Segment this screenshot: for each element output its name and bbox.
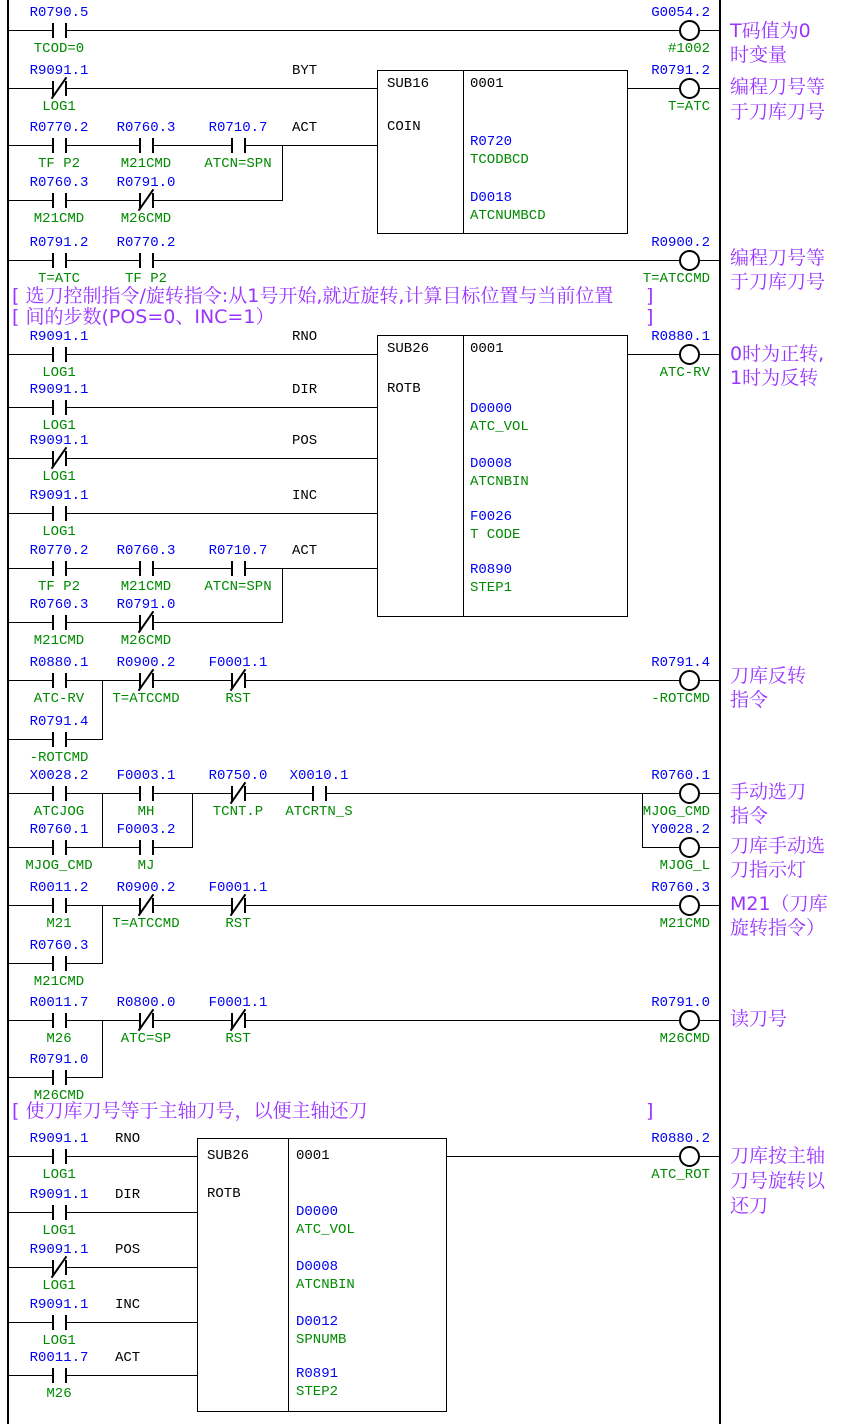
- symbol-label: M26CMD: [33, 1088, 85, 1104]
- block-divider: [463, 336, 464, 616]
- bracket-open: [: [12, 285, 26, 307]
- contact-nc[interactable]: [139, 193, 154, 208]
- contact-no[interactable]: [52, 506, 67, 521]
- coil-symbol: MJOG_CMD: [642, 804, 710, 820]
- bracket-open: [: [12, 306, 26, 328]
- coil[interactable]: [679, 250, 700, 271]
- block-param-address: D0012: [296, 1314, 339, 1330]
- address-label: R0791.0: [116, 175, 176, 191]
- contact-no[interactable]: [231, 561, 246, 576]
- address-label: X0010.1: [289, 768, 349, 784]
- coil-symbol: ATC-RV: [659, 365, 710, 381]
- block-param-symbol: TCODBCD: [470, 152, 529, 168]
- wire: [8, 905, 721, 906]
- coil[interactable]: [679, 1146, 700, 1167]
- wire: [282, 145, 283, 201]
- net-comment: 编程刀号等: [730, 247, 826, 269]
- net-comment: T码值为0: [730, 20, 811, 42]
- wire: [102, 793, 103, 848]
- net-comment: 还刀: [730, 1195, 769, 1217]
- block-param-address: D0008: [296, 1259, 339, 1275]
- address-label: R9091.1: [29, 488, 89, 504]
- address-label: R0791.0: [116, 597, 176, 613]
- contact-nc[interactable]: [231, 786, 246, 801]
- contact-no[interactable]: [52, 1205, 67, 1220]
- contact-nc[interactable]: [52, 1260, 67, 1275]
- block-param-symbol: SPNUMB: [296, 1332, 347, 1348]
- coil-address: R0791.0: [651, 995, 710, 1011]
- contact-no[interactable]: [52, 1368, 67, 1383]
- contact-no[interactable]: [52, 732, 67, 747]
- symbol-label: LOG1: [42, 1278, 76, 1294]
- contact-no[interactable]: [52, 1070, 67, 1085]
- bracket-close: ]: [646, 285, 654, 307]
- symbol-label: RST: [225, 691, 251, 707]
- address-label: R9091.1: [29, 1187, 89, 1203]
- block-param-address: D0008: [470, 456, 513, 472]
- bracket-close: ]: [646, 306, 654, 328]
- net-comment: 指令: [730, 805, 769, 827]
- block-param-symbol: ATCNBIN: [470, 474, 529, 490]
- wire: [642, 793, 643, 848]
- symbol-label: ATCJOG: [33, 804, 85, 820]
- net-comment: M21（刀库: [730, 893, 828, 915]
- contact-nc[interactable]: [52, 81, 67, 96]
- symbol-label: ATCN=SPN: [204, 579, 272, 595]
- rung-comment: [12, 285, 613, 308]
- address-label: R0760.3: [29, 175, 89, 191]
- block-input-label-act: ACT: [292, 543, 318, 559]
- address-label: R0880.1: [29, 655, 89, 671]
- contact-no[interactable]: [52, 138, 67, 153]
- symbol-label: RST: [225, 1031, 251, 1047]
- net-comment: 于刀库刀号: [730, 101, 826, 123]
- rung-comment: [12, 306, 274, 329]
- contact-nc[interactable]: [139, 673, 154, 688]
- block-input-label-pos: POS: [292, 433, 318, 449]
- address-label: F0001.1: [208, 880, 268, 896]
- symbol-label: ATC-RV: [33, 691, 85, 707]
- symbol-label: M21CMD: [120, 156, 172, 172]
- coil-address: R0900.2: [651, 235, 710, 251]
- contact-no[interactable]: [52, 840, 67, 855]
- symbol-label: M21CMD: [33, 211, 85, 227]
- symbol-label: M26CMD: [120, 633, 172, 649]
- coil-symbol: ATC_ROT: [651, 1167, 710, 1183]
- block-sub-number: SUB26: [387, 341, 430, 357]
- address-label: R0710.7: [208, 543, 268, 559]
- address-label: R0760.3: [116, 543, 176, 559]
- bracket-close: ]: [646, 1100, 654, 1122]
- net-comment: 刀指示灯: [730, 859, 807, 881]
- symbol-label: LOG1: [42, 1223, 76, 1239]
- address-label: R0791.2: [29, 235, 89, 251]
- address-label: R9091.1: [29, 1131, 89, 1147]
- contact-nc[interactable]: [231, 673, 246, 688]
- contact-no[interactable]: [52, 400, 67, 415]
- coil-address: R0791.2: [651, 63, 710, 79]
- contact-no[interactable]: [52, 673, 67, 688]
- block-name: COIN: [387, 119, 421, 135]
- symbol-label: M26: [46, 1031, 72, 1047]
- block-param: 0001: [296, 1148, 330, 1164]
- symbol-label: LOG1: [42, 469, 76, 485]
- block-input-label-act: ACT: [292, 120, 318, 136]
- contact-no[interactable]: [52, 615, 67, 630]
- address-label: R0900.2: [116, 880, 176, 896]
- bracket-open: [: [12, 1100, 26, 1122]
- address-label: R0760.1: [29, 822, 89, 838]
- symbol-label: LOG1: [42, 99, 76, 115]
- address-label: R9091.1: [29, 382, 89, 398]
- comment-text: 选刀控制指令/旋转指令:从1号开始,就近旋转,计算目标位置与当前位置: [25, 285, 614, 307]
- coil-address: R0880.2: [651, 1131, 710, 1147]
- net-comment: 编程刀号等: [730, 76, 826, 98]
- address-label: R9091.1: [29, 329, 89, 345]
- net-comment: 1时为反转: [730, 367, 819, 389]
- symbol-label: -ROTCMD: [29, 750, 89, 766]
- wire: [8, 30, 721, 31]
- coil[interactable]: [679, 78, 700, 99]
- address-label: R9091.1: [29, 63, 89, 79]
- address-label: R0791.4: [29, 714, 89, 730]
- contact-no[interactable]: [52, 193, 67, 208]
- address-label: F0001.1: [208, 655, 268, 671]
- coil-symbol: T=ATCCMD: [642, 271, 710, 287]
- coil[interactable]: [679, 783, 700, 804]
- coil-address: R0760.1: [651, 768, 710, 784]
- net-comment: 指令: [730, 689, 769, 711]
- rung-comment: [12, 1100, 367, 1123]
- block-param-address: R0891: [296, 1366, 339, 1382]
- address-label: R0760.3: [29, 938, 89, 954]
- symbol-label: T=ATC: [37, 271, 80, 287]
- symbol-label: T=ATCCMD: [112, 916, 180, 932]
- symbol-label: MJOG_CMD: [25, 858, 93, 874]
- symbol-label: ATCN=SPN: [204, 156, 272, 172]
- contact-no[interactable]: [52, 253, 67, 268]
- block-param-symbol: STEP1: [470, 580, 513, 596]
- contact-no[interactable]: [139, 138, 154, 153]
- coil-symbol: T=ATC: [667, 99, 710, 115]
- symbol-label: M21CMD: [33, 633, 85, 649]
- block-param-address: R0890: [470, 562, 513, 578]
- coil-address: R0760.3: [651, 880, 710, 896]
- address-label: F0001.1: [208, 995, 268, 1011]
- contact-no[interactable]: [52, 1149, 67, 1164]
- net-comment: 刀库按主轴: [730, 1145, 826, 1167]
- block-param-symbol: ATCNBIN: [296, 1277, 355, 1293]
- block-input-label-pos: POS: [115, 1242, 141, 1258]
- address-label: R0750.0: [208, 768, 268, 784]
- block-param-symbol: ATC_VOL: [470, 419, 529, 435]
- contact-nc[interactable]: [139, 1013, 154, 1028]
- address-label: R0790.5: [29, 5, 89, 21]
- block-param: 0001: [470, 341, 504, 357]
- symbol-label: RST: [225, 916, 251, 932]
- address-label: R0791.0: [29, 1052, 89, 1068]
- block-param-address: R0720: [470, 134, 513, 150]
- block-param-symbol: ATC_VOL: [296, 1222, 355, 1238]
- contact-no[interactable]: [52, 1013, 67, 1028]
- contact-no[interactable]: [139, 786, 154, 801]
- block-divider: [463, 71, 464, 233]
- wire: [8, 1020, 721, 1021]
- address-label: R0710.7: [208, 120, 268, 136]
- wire: [8, 260, 721, 261]
- block-param-address: F0026: [470, 509, 513, 525]
- symbol-label: LOG1: [42, 365, 76, 381]
- block-sub-number: SUB26: [207, 1148, 250, 1164]
- block-param-address: D0000: [296, 1204, 339, 1220]
- block-input-label-dir: DIR: [115, 1187, 141, 1203]
- coil-address: Y0028.2: [651, 822, 710, 838]
- block-input-label-act: ACT: [115, 1350, 141, 1366]
- block-sub-number: SUB16: [387, 76, 430, 92]
- contact-no[interactable]: [52, 956, 67, 971]
- wire: [8, 1267, 198, 1268]
- contact-nc[interactable]: [231, 1013, 246, 1028]
- net-comment: 手动选刀: [730, 781, 807, 803]
- net-comment: 时变量: [730, 44, 788, 66]
- wire: [282, 568, 283, 623]
- contact-no[interactable]: [139, 840, 154, 855]
- net-comment: 读刀号: [730, 1008, 788, 1030]
- wire: [102, 905, 103, 964]
- address-label: X0028.2: [29, 768, 89, 784]
- block-input-label-inc: INC: [115, 1297, 141, 1313]
- address-label: R0011.7: [29, 1350, 89, 1366]
- contact-nc[interactable]: [139, 898, 154, 913]
- block-name: ROTB: [207, 1186, 241, 1202]
- contact-no[interactable]: [52, 786, 67, 801]
- right-power-rail: [719, 0, 721, 1424]
- symbol-label: ATC=SP: [120, 1031, 172, 1047]
- address-label: R9091.1: [29, 1242, 89, 1258]
- symbol-label: MH: [137, 804, 155, 820]
- address-label: R0900.2: [116, 655, 176, 671]
- contact-no[interactable]: [312, 786, 327, 801]
- contact-nc[interactable]: [52, 451, 67, 466]
- block-input-label-rno: RNO: [115, 1131, 141, 1147]
- block-param: 0001: [470, 76, 504, 92]
- address-label: R0770.2: [29, 543, 89, 559]
- contact-no[interactable]: [52, 1315, 67, 1330]
- symbol-label: LOG1: [42, 1167, 76, 1183]
- coil[interactable]: [679, 837, 700, 858]
- address-label: R0770.2: [116, 235, 176, 251]
- wire: [8, 1375, 198, 1376]
- wire: [8, 680, 721, 681]
- symbol-label: LOG1: [42, 418, 76, 434]
- symbol-label: TF P2: [124, 271, 167, 287]
- comment-text: 间的步数(POS=0、INC=1）: [25, 306, 275, 328]
- contact-no[interactable]: [52, 23, 67, 38]
- block-param-address: D0018: [470, 190, 513, 206]
- symbol-label: TCNT.P: [212, 804, 264, 820]
- coil[interactable]: [679, 895, 700, 916]
- block-input-label-dir: DIR: [292, 382, 318, 398]
- symbol-label: LOG1: [42, 1333, 76, 1349]
- wire: [8, 847, 193, 848]
- block-param-symbol: ATCNUMBCD: [470, 208, 546, 224]
- net-comment: 刀号旋转以: [730, 1170, 826, 1192]
- net-comment: 旋转指令）: [730, 917, 826, 939]
- block-name: ROTB: [387, 381, 421, 397]
- net-comment: 刀库手动选: [730, 835, 826, 857]
- contact-no[interactable]: [231, 138, 246, 153]
- coil[interactable]: [679, 670, 700, 691]
- address-label: R0770.2: [29, 120, 89, 136]
- coil-symbol: M21CMD: [659, 916, 710, 932]
- address-label: R0760.3: [29, 597, 89, 613]
- contact-no[interactable]: [52, 561, 67, 576]
- symbol-label: M21: [46, 916, 72, 932]
- contact-no[interactable]: [139, 561, 154, 576]
- block-param-address: D0000: [470, 401, 513, 417]
- coil[interactable]: [679, 1010, 700, 1031]
- symbol-label: M21CMD: [120, 579, 172, 595]
- address-label: R9091.1: [29, 1297, 89, 1313]
- contact-no[interactable]: [52, 898, 67, 913]
- coil-symbol: M26CMD: [659, 1031, 710, 1047]
- block-input-label-inc: INC: [292, 488, 318, 504]
- wire: [192, 793, 193, 848]
- symbol-label: M26CMD: [120, 211, 172, 227]
- net-comment: 于刀库刀号: [730, 271, 826, 293]
- symbol-label: MJ: [137, 858, 155, 874]
- comment-text: 使刀库刀号等于主轴刀号，以便主轴还刀: [25, 1100, 368, 1122]
- coil-address: R0791.4: [651, 655, 710, 671]
- address-label: R0800.0: [116, 995, 176, 1011]
- wire: [8, 793, 721, 794]
- coil-symbol: #1002: [667, 41, 710, 57]
- symbol-label: TCOD=0: [33, 41, 85, 57]
- contact-no[interactable]: [139, 253, 154, 268]
- net-comment: 0时为正转,: [730, 343, 825, 365]
- block-param-symbol: STEP2: [296, 1384, 339, 1400]
- net-comment: 刀库反转: [730, 665, 807, 687]
- wire: [8, 1212, 198, 1213]
- contact-no[interactable]: [52, 347, 67, 362]
- coil[interactable]: [679, 20, 700, 41]
- block-divider: [288, 1139, 289, 1411]
- address-label: R9091.1: [29, 433, 89, 449]
- contact-nc[interactable]: [139, 615, 154, 630]
- block-param-symbol: T CODE: [470, 527, 521, 543]
- block-input-label-rno: RNO: [292, 329, 318, 345]
- coil[interactable]: [679, 344, 700, 365]
- symbol-label: TF P2: [37, 579, 80, 595]
- symbol-label: LOG1: [42, 524, 76, 540]
- block-input-label-byt: BYT: [292, 63, 318, 79]
- address-label: F0003.1: [116, 768, 176, 784]
- coil-address: G0054.2: [651, 5, 710, 21]
- symbol-label: TF P2: [37, 156, 80, 172]
- symbol-label: M26: [46, 1386, 72, 1402]
- symbol-label: M21CMD: [33, 974, 85, 990]
- address-label: F0003.2: [116, 822, 176, 838]
- address-label: R0011.7: [29, 995, 89, 1011]
- address-label: R0011.2: [29, 880, 89, 896]
- wire: [8, 1322, 198, 1323]
- wire: [102, 680, 103, 740]
- symbol-label: ATCRTN_S: [285, 804, 353, 820]
- wire: [102, 1020, 103, 1078]
- contact-nc[interactable]: [231, 898, 246, 913]
- address-label: R0760.3: [116, 120, 176, 136]
- coil-symbol: -ROTCMD: [651, 691, 710, 707]
- symbol-label: T=ATCCMD: [112, 691, 180, 707]
- coil-symbol: MJOG_L: [659, 858, 710, 874]
- coil-address: R0880.1: [651, 329, 710, 345]
